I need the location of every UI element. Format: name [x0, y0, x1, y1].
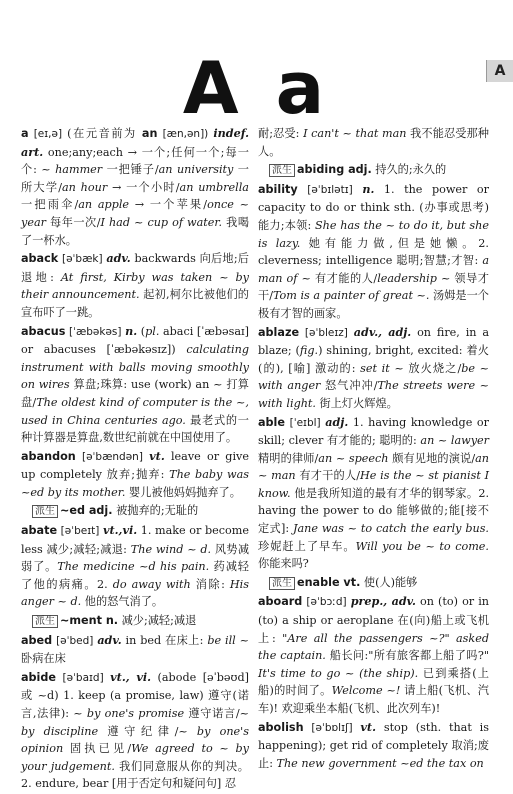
translation: 消除: — [190, 577, 230, 591]
headword: abide — [21, 670, 56, 684]
definition-text: 1. having knowledge or skill; clever 有才能的; 聪明的: — [258, 415, 489, 448]
derivative-headword: ~ed adj. — [60, 504, 113, 518]
pronunciation: [eɪ,ə] — [33, 128, 63, 140]
derivative-tag: 派生 — [32, 615, 58, 628]
part-of-speech: vt., vi. — [110, 669, 152, 684]
pronunciation: [əˈbleɪz] — [304, 326, 348, 339]
part-of-speech: vt. — [149, 448, 165, 463]
translation: 我不能忍受那种人。 — [258, 127, 489, 158]
derivative-tag: 派生 — [32, 505, 58, 518]
example: Tom is a painter of great ~. — [272, 289, 430, 303]
pronunciation: [əˈbɒlɪʃ] — [311, 721, 353, 734]
example: an umbrella — [179, 180, 249, 194]
definition-text: ( — [137, 324, 146, 338]
derivative-headword: ~ment n. — [60, 614, 119, 628]
headword: abolish — [258, 720, 304, 734]
entry-abandon — [21, 448, 249, 502]
example: an ~ lawyer — [420, 434, 489, 448]
derivative-headword: abiding adj. — [297, 163, 372, 177]
translation: 药减轻了他的病痛。2. — [21, 560, 249, 591]
entry-abolish — [258, 719, 489, 773]
example: ~ by one's promise — [73, 707, 185, 720]
example: a man of ~ — [258, 254, 489, 285]
example: He is the ~ st pianist I know. — [258, 469, 489, 500]
example: Jane was ~ to catch the early bus. — [292, 522, 489, 536]
example: The oldest kind of computer is the ~, used in China centuries ago. — [21, 395, 249, 427]
entry-abate — [21, 522, 249, 611]
example: an apple — [78, 198, 130, 212]
definition-text: backwards 向后地;后退地: — [21, 252, 249, 284]
translation: 颇有见地的演说/ — [388, 451, 476, 465]
part-of-speech: prep., adv. — [350, 594, 416, 609]
part-of-speech: adj. — [325, 414, 349, 429]
definition-text: " — [444, 631, 457, 645]
pronunciation: [æn,ən]) — [162, 128, 209, 140]
headword: able — [258, 415, 285, 429]
translation: 街上灯火辉煌。 — [316, 396, 398, 410]
example: We agreed to ~ by your judgement. — [21, 742, 250, 773]
translation: 遵守诺言/ — [184, 707, 240, 720]
derivative-tag: 派生 — [269, 577, 295, 590]
translation: 一把雨伞/ — [21, 198, 79, 212]
entry-abed — [21, 632, 249, 668]
entry-ablaze — [258, 324, 489, 413]
pronunciation: [ˈeɪbl] — [289, 416, 321, 429]
headword: aboard — [258, 595, 303, 609]
translation: 她有能力做,但是她懒。2. cleverness; intelligence 聪明;智慧;才智: — [258, 236, 489, 268]
definition-text: in bed 在床上: — [121, 633, 208, 647]
part-of-speech: adv., adj. — [353, 324, 412, 339]
translation: → 一个苹果/ — [129, 198, 208, 212]
translation: 每年一次/ — [45, 215, 101, 229]
entry-abide-continued — [258, 125, 489, 160]
translation: 请上船(飞机、汽车)! 欢迎乘坐本船(飞机、此次列车)! — [258, 684, 489, 715]
translation: 风势减弱了。 — [21, 542, 250, 574]
translation: 最老式的一种计算器是算盘,数世纪前就在中国使用了。 — [21, 413, 249, 445]
translation: 他是我所知道的最有才华的钢琴家。2. having the power to do 能够做的;能[接不定式]: — [258, 486, 489, 536]
example: She has the ~ to do it, but she is lazy. — [258, 218, 489, 250]
translation: 领导才干/ — [258, 271, 489, 303]
headword: aback — [21, 252, 59, 266]
part-of-speech: vt. — [360, 719, 376, 734]
definition-text: abaci [ˈæbəsaɪ] or abacuses [ˈæbəkəsɪz]) — [21, 324, 249, 357]
translation: 婴儿被他妈妈抛弃了。 — [125, 485, 241, 499]
example: I had ~ cup of water. — [100, 215, 223, 229]
example: His anger ~ d. — [21, 577, 249, 609]
pronunciation: [əˈbæk] — [61, 253, 103, 266]
derivative-abatement — [21, 612, 249, 631]
entry-aback — [21, 250, 249, 321]
thumb-index-tab: A — [486, 60, 513, 82]
figurative-label: fig. — [299, 344, 319, 358]
headword: abacus — [21, 324, 66, 338]
example: be ~ with anger — [258, 361, 490, 393]
definition-text: leave or give up completely 放弃;抛弃: — [21, 449, 249, 482]
example: The streets were ~ with light. — [258, 379, 490, 410]
translation: → 一个小时/ — [107, 180, 180, 194]
example: ~ hammer — [41, 163, 103, 177]
headword: ablaze — [258, 325, 300, 339]
headword: abed — [21, 633, 53, 647]
pronunciation: [əˈbændən] — [81, 450, 143, 463]
headword: abandon — [21, 449, 76, 463]
part-of-speech: adv. — [106, 251, 131, 266]
translation: 算盘;珠算: use (work) an ~ 打算盘/ — [21, 378, 249, 409]
translation: 你能来吗? — [258, 557, 309, 571]
pronunciation: [əˈbeɪt] — [60, 525, 100, 538]
part-of-speech: indef. art. — [21, 126, 250, 159]
right-column — [258, 125, 489, 773]
translation: 卧病在床 — [21, 652, 66, 666]
example: ~ by discipline — [21, 707, 250, 738]
translation: 持久的;永久的 — [371, 163, 447, 177]
definition-text: 1. make or become less 减少;减轻;减退: — [21, 524, 249, 556]
headword: abate — [21, 524, 58, 538]
translation: 有才干的人/ — [295, 469, 361, 483]
example: Welcome ~! — [331, 684, 401, 698]
entry-ability — [258, 181, 489, 323]
example: calculating instrument with balls moving smoothly on wires — [21, 343, 249, 392]
example: set it ~ — [360, 361, 404, 375]
left-column — [21, 125, 249, 794]
pronunciation: [ˈæbəkəs] — [68, 325, 122, 338]
derivative-headword: enable vt. — [297, 575, 361, 589]
translation: 船长问:"所有旅客都上船了吗?" — [325, 649, 489, 663]
definition-text: (abode [əˈbəʊd] 或 ~d) 1. keep (a promise, law) 遵守(诺言,法律): — [21, 670, 250, 720]
translation: 已到乘搭(上船)的时间了。 — [258, 666, 489, 698]
variant-form: an — [141, 127, 158, 140]
example: asked the captain. — [258, 631, 489, 663]
example: leadership ~ — [377, 271, 451, 285]
example: The new government ~ed the tax on — [276, 756, 484, 770]
translation: 遵守纪律/ — [98, 724, 179, 738]
translation: 放火烧之/ — [403, 361, 462, 375]
example: I can't ~ that man — [303, 127, 407, 140]
translation: 起初,柯尔比被他们的宣布吓了一跳。 — [21, 288, 249, 319]
pronunciation: [əˈbaɪd] — [62, 671, 104, 684]
translation: 精明的律师/ — [258, 451, 319, 465]
example: Are all the passengers ~? — [287, 631, 445, 645]
translation: 一把锤子/ — [102, 163, 159, 177]
definition-text: on fire, in a blaze; ( — [258, 325, 490, 358]
example: The baby was ~ed by its mother. — [21, 468, 250, 499]
part-of-speech: adv. — [97, 632, 122, 647]
part-of-speech: vt.,vi. — [102, 523, 138, 538]
example: It's time to go ~ (the ship). — [258, 666, 419, 680]
entry-able — [258, 414, 489, 573]
headword: ability — [258, 182, 298, 196]
pronunciation: [əˈbɪlətɪ] — [307, 183, 353, 196]
definition-text: stop (sth. that is happening); get rid of completely 取消;废止: — [258, 720, 489, 770]
example: an ~ speech — [318, 451, 389, 465]
example: do away with — [112, 577, 191, 591]
definition-text: on (to) or in (to) a ship or aeroplane 在(向)船上或飞机上: " — [258, 595, 490, 645]
translation: 珍妮赶上了早车。 — [258, 539, 356, 553]
translation: 一所大学/ — [21, 163, 249, 194]
example: At first, Kirby was taken ~ by their announcement. — [21, 270, 249, 302]
derivative-abiding — [258, 161, 489, 180]
translation: 减少;减轻;减退 — [118, 614, 197, 628]
translation: 有才能的人/ — [310, 271, 378, 285]
derivative-tag: 派生 — [269, 164, 295, 177]
pronunciation: [əˈbɔːd] — [306, 596, 347, 609]
translation: 我们同意服从你的判决。2. endure, bear [用于否定句和疑问句] 忍 — [21, 759, 249, 791]
example: ~ by one's opinion — [21, 724, 249, 756]
entry-aboard — [258, 593, 489, 717]
translation: 怒气冲冲/ — [320, 379, 378, 393]
headword: a — [21, 127, 29, 140]
example: an ~ man — [258, 451, 489, 483]
definition-text: ) shining, bright, excited: 着火(的), [喻] 激动的: — [258, 344, 489, 375]
example: once ~ year — [21, 198, 249, 229]
translation: 固执已见/ — [63, 742, 132, 756]
plural-label: pl. — [145, 324, 160, 338]
example: The wind ~ d. — [130, 542, 212, 556]
entry-abacus — [21, 323, 249, 447]
example: The medicine ~d his pain. — [57, 560, 210, 574]
translation: 他的怒气消了。 — [81, 595, 164, 609]
definition-text: 1. the power or capacity to do or think sth. (办事或思考)能力;本领: — [258, 182, 490, 232]
pronunciation: [əˈbed] — [56, 634, 94, 647]
example: an university — [158, 163, 234, 177]
derivative-enable — [258, 574, 489, 593]
translation: 被抛弃的;无耻的 — [112, 504, 199, 518]
entry-abide — [21, 669, 249, 793]
example: an hour — [62, 180, 108, 194]
part-of-speech: n. — [362, 181, 375, 196]
translation: 耐;忍受: — [258, 127, 304, 140]
section-letter-heading: A a — [182, 46, 331, 130]
example: Will you be ~ to come. — [355, 539, 489, 553]
translation: 使(人)能够 — [360, 575, 418, 589]
definition-text: (在元音前为 — [67, 127, 142, 140]
definition-text: one;any;each → 一个;任何一个;每一个: — [21, 145, 249, 177]
derivative-abandoned — [21, 502, 249, 521]
entry-a — [21, 125, 249, 249]
part-of-speech: n. — [125, 323, 138, 338]
example: be ill ~ — [207, 633, 249, 647]
translation: 我喝了一杯水。 — [21, 215, 250, 247]
translation: 汤姆是一个极有才智的画家。 — [258, 289, 489, 320]
